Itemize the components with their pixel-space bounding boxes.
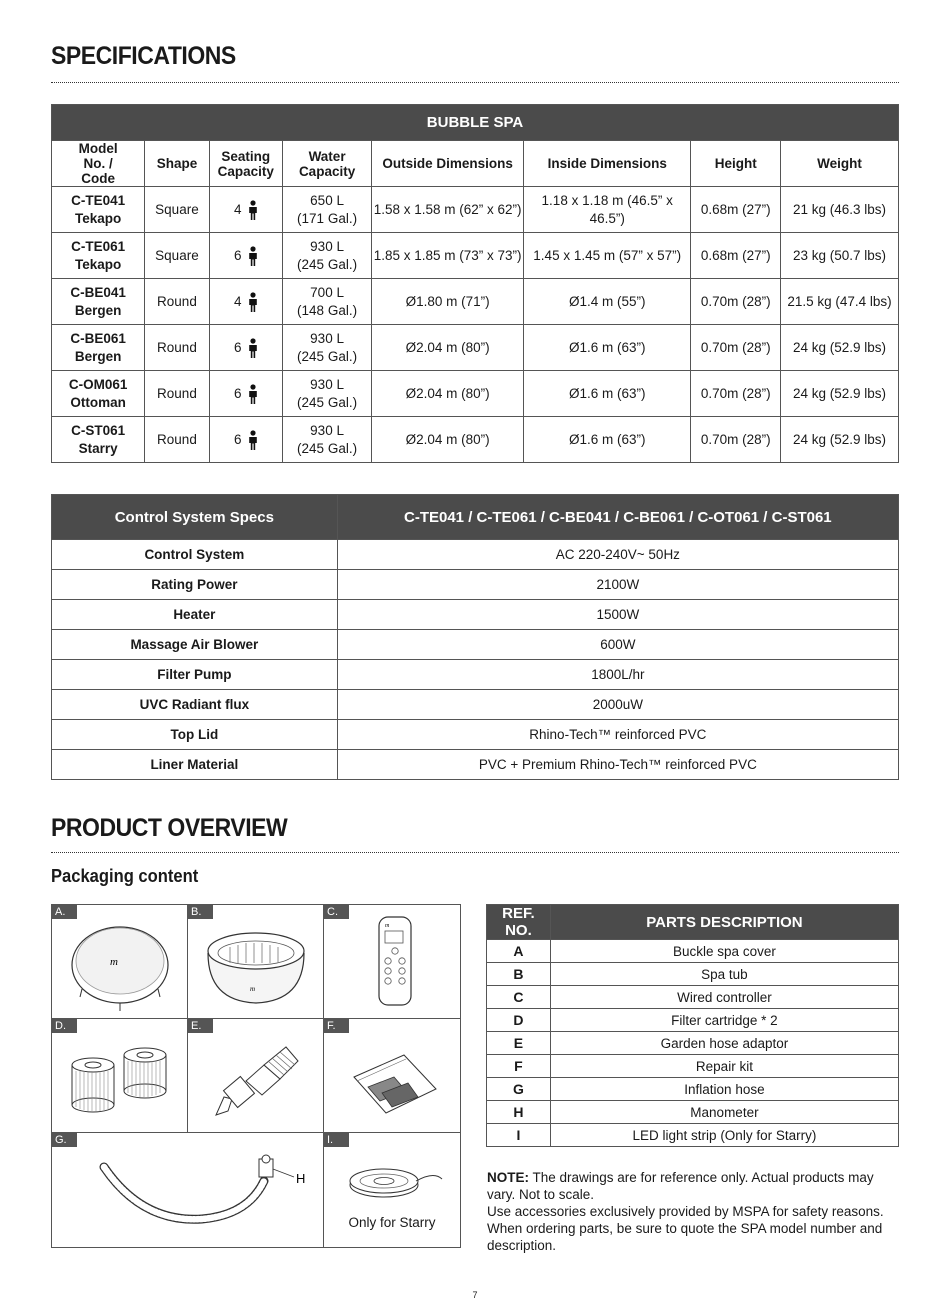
- ref-cell: I: [487, 1124, 551, 1147]
- outside-dimensions-cell: 1.85 x 1.85 m (73” x 73”): [372, 233, 524, 279]
- height-cell: 0.70m (28”): [691, 279, 781, 325]
- water-gallons: (171 Gal.): [297, 210, 358, 226]
- water-litres: 650 L: [310, 192, 344, 208]
- inside-dimensions-cell: Ø1.6 m (63”): [524, 371, 691, 417]
- model-name: Starry: [78, 440, 118, 456]
- ref-cell: E: [487, 1032, 551, 1055]
- description-cell: Filter cartridge * 2: [550, 1009, 898, 1032]
- outside-dimensions-cell: Ø1.80 m (71”): [372, 279, 524, 325]
- col-header-shape: Shape: [145, 141, 209, 187]
- water-cell: [282, 371, 371, 417]
- water-gallons: (245 Gal.): [297, 440, 358, 456]
- label-c: C.: [324, 905, 349, 919]
- control-label: Rating Power: [52, 570, 338, 600]
- model-cell: [52, 233, 145, 279]
- seating-cell: [209, 233, 282, 279]
- control-label: Heater: [52, 600, 338, 630]
- height-cell: 0.68m (27”): [691, 187, 781, 233]
- control-value: PVC + Premium Rhino-Tech™ reinforced PVC: [337, 750, 898, 780]
- control-value: 2000uW: [337, 690, 898, 720]
- cell-c: [324, 905, 460, 1019]
- note-line-1: The drawings are for reference only. Actual products may vary. Not to scale.: [487, 1170, 874, 1202]
- weight-cell: 24 kg (52.9 lbs): [781, 417, 899, 463]
- height-cell: 0.70m (28”): [691, 417, 781, 463]
- control-row: [52, 750, 899, 780]
- control-header-left: Control System Specs: [52, 495, 338, 540]
- cell-f: [324, 1019, 460, 1133]
- spec-row: [52, 279, 899, 325]
- person-icon: [248, 384, 258, 404]
- shape-cell: Round: [145, 279, 209, 325]
- parts-description-header: PARTS DESCRIPTION: [550, 905, 898, 940]
- spec-row: [52, 325, 899, 371]
- spec-row: [52, 233, 899, 279]
- control-label: Massage Air Blower: [52, 630, 338, 660]
- spec-row: [52, 417, 899, 463]
- model-code: C-TE061: [71, 238, 126, 254]
- control-label: Top Lid: [52, 720, 338, 750]
- cell-i: [324, 1133, 460, 1247]
- control-label: Filter Pump: [52, 660, 338, 690]
- control-header-right: C-TE041 / C-TE061 / C-BE041 / C-BE061 / C-OT061 / C-ST061: [337, 495, 898, 540]
- control-label: Control System: [52, 540, 338, 570]
- control-value: 2100W: [337, 570, 898, 600]
- spec-row: [52, 187, 899, 233]
- model-cell: [52, 371, 145, 417]
- description-cell: Buckle spa cover: [550, 940, 898, 963]
- section-divider: [51, 82, 899, 83]
- section-divider: [51, 852, 899, 853]
- parts-row: [487, 1009, 899, 1032]
- ref-cell: F: [487, 1055, 551, 1078]
- seating-cell: [209, 417, 282, 463]
- control-row: [52, 630, 899, 660]
- seat-count: 6: [234, 385, 242, 401]
- model-code: C-OM061: [68, 376, 128, 392]
- water-litres: 930 L: [310, 376, 344, 392]
- description-cell: Garden hose adaptor: [550, 1032, 898, 1055]
- weight-cell: 24 kg (52.9 lbs): [781, 325, 899, 371]
- ref-cell: B: [487, 963, 551, 986]
- shape-cell: Square: [145, 233, 209, 279]
- parts-row: [487, 963, 899, 986]
- height-cell: 0.68m (27”): [691, 233, 781, 279]
- packaging-grid: [51, 904, 461, 1248]
- inside-dimensions-cell: 1.18 x 1.18 m (46.5” x 46.5”): [524, 187, 691, 233]
- description-cell: Spa tub: [550, 963, 898, 986]
- description-cell: Inflation hose: [550, 1078, 898, 1101]
- note-label: NOTE:: [487, 1170, 529, 1185]
- seating-cell: [209, 325, 282, 371]
- water-litres: 930 L: [310, 422, 344, 438]
- label-g: G.: [52, 1133, 77, 1147]
- label-e: E.: [188, 1019, 213, 1033]
- control-value: Rhino-Tech™ reinforced PVC: [337, 720, 898, 750]
- product-overview-heading: PRODUCT OVERVIEW: [51, 814, 288, 842]
- col-header-seating: Seating Capacity: [209, 141, 282, 187]
- ref-cell: A: [487, 940, 551, 963]
- svg-text:m: m: [385, 923, 390, 929]
- label-f: F.: [324, 1019, 349, 1033]
- model-code: C-BE041: [70, 284, 126, 300]
- parts-row: [487, 1032, 899, 1055]
- ref-cell: H: [487, 1101, 551, 1124]
- person-icon: [248, 200, 258, 220]
- page-number: 7: [472, 1290, 478, 1300]
- ref-cell: G: [487, 1078, 551, 1101]
- seating-cell: [209, 371, 282, 417]
- water-cell: [282, 279, 371, 325]
- outside-dimensions-cell: Ø2.04 m (80”): [372, 371, 524, 417]
- parts-row: [487, 986, 899, 1009]
- water-gallons: (148 Gal.): [297, 302, 358, 318]
- bubble-spa-spec-table: [51, 104, 899, 463]
- svg-text:m: m: [110, 956, 118, 968]
- ref-cell: C: [487, 986, 551, 1009]
- seat-count: 6: [234, 431, 242, 447]
- note-line-3: When ordering parts, be sure to quote the SPA model number and description.: [487, 1221, 883, 1253]
- spec-table-band: BUBBLE SPA: [52, 105, 899, 141]
- spa-tub-icon: [188, 905, 324, 1019]
- seat-count: 6: [234, 339, 242, 355]
- water-gallons: (245 Gal.): [297, 394, 358, 410]
- seat-count: 6: [234, 247, 242, 263]
- model-name: Bergen: [74, 302, 122, 318]
- control-row: [52, 690, 899, 720]
- outside-dimensions-cell: Ø2.04 m (80”): [372, 417, 524, 463]
- description-cell: Repair kit: [550, 1055, 898, 1078]
- seat-count: 4: [234, 201, 242, 217]
- parts-description-table: [486, 904, 899, 1147]
- cell-d: [52, 1019, 188, 1133]
- water-cell: [282, 233, 371, 279]
- inside-dimensions-cell: 1.45 x 1.45 m (57” x 57”): [524, 233, 691, 279]
- svg-text:m: m: [250, 985, 256, 993]
- specifications-heading: SPECIFICATIONS: [51, 42, 236, 70]
- col-header-water: Water Capacity: [282, 141, 371, 187]
- inside-dimensions-cell: Ø1.6 m (63”): [524, 325, 691, 371]
- model-name: Tekapo: [74, 256, 122, 272]
- description-cell: LED light strip (Only for Starry): [550, 1124, 898, 1147]
- parts-row: [487, 1101, 899, 1124]
- col-header-height: Height: [691, 141, 781, 187]
- seat-count: 4: [234, 293, 242, 309]
- manometer-callout: H: [296, 1171, 306, 1186]
- description-cell: Wired controller: [550, 986, 898, 1009]
- note-text: [487, 1169, 899, 1254]
- weight-cell: 21 kg (46.3 lbs): [781, 187, 899, 233]
- control-row: [52, 720, 899, 750]
- control-value: 1500W: [337, 600, 898, 630]
- water-gallons: (245 Gal.): [297, 348, 358, 364]
- spec-row: [52, 371, 899, 417]
- water-cell: [282, 325, 371, 371]
- ref-cell: D: [487, 1009, 551, 1032]
- repair-kit-icon: [324, 1019, 460, 1133]
- cell-b: [188, 905, 324, 1019]
- water-litres: 930 L: [310, 238, 344, 254]
- cell-a: [52, 905, 188, 1019]
- packaging-content-heading: Packaging content: [51, 866, 199, 886]
- person-icon: [248, 338, 258, 358]
- control-row: [52, 660, 899, 690]
- inside-dimensions-cell: Ø1.4 m (55”): [524, 279, 691, 325]
- col-header-inside: Inside Dimensions: [524, 141, 691, 187]
- model-name: Tekapo: [74, 210, 122, 226]
- water-litres: 930 L: [310, 330, 344, 346]
- control-value: 600W: [337, 630, 898, 660]
- parts-row: [487, 1055, 899, 1078]
- parts-row: [487, 1078, 899, 1101]
- starry-caption: Only for Starry: [348, 1215, 436, 1230]
- model-cell: [52, 279, 145, 325]
- model-code: C-TE041: [71, 192, 126, 208]
- parts-row: [487, 940, 899, 963]
- control-system-table: [51, 494, 899, 780]
- control-row: [52, 570, 899, 600]
- shape-cell: Round: [145, 417, 209, 463]
- height-cell: 0.70m (28”): [691, 325, 781, 371]
- garden-hose-adaptor-icon: [188, 1019, 324, 1133]
- weight-cell: 23 kg (50.7 lbs): [781, 233, 899, 279]
- seating-cell: [209, 279, 282, 325]
- model-cell: [52, 187, 145, 233]
- col-header-outside: Outside Dimensions: [372, 141, 524, 187]
- label-d: D.: [52, 1019, 77, 1033]
- model-name: Ottoman: [70, 394, 126, 410]
- water-gallons: (245 Gal.): [297, 256, 358, 272]
- cell-g: [52, 1133, 324, 1247]
- water-litres: 700 L: [310, 284, 344, 300]
- model-code: C-ST061: [71, 422, 126, 438]
- control-label: Liner Material: [52, 750, 338, 780]
- control-value: 1800L/hr: [337, 660, 898, 690]
- control-label: UVC Radiant flux: [52, 690, 338, 720]
- inflation-hose-icon: [52, 1133, 324, 1247]
- water-cell: [282, 417, 371, 463]
- filter-cartridge-icon: [52, 1019, 188, 1133]
- outside-dimensions-cell: 1.58 x 1.58 m (62” x 62”): [372, 187, 524, 233]
- person-icon: [248, 430, 258, 450]
- height-cell: 0.70m (28”): [691, 371, 781, 417]
- control-row: [52, 540, 899, 570]
- spa-cover-icon: [52, 905, 188, 1019]
- weight-cell: 24 kg (52.9 lbs): [781, 371, 899, 417]
- model-cell: [52, 417, 145, 463]
- col-header-weight: Weight: [781, 141, 899, 187]
- cell-e: [188, 1019, 324, 1133]
- weight-cell: 21.5 kg (47.4 lbs): [781, 279, 899, 325]
- note-line-2: Use accessories exclusively provided by MSPA for safety reasons.: [487, 1204, 884, 1219]
- shape-cell: Round: [145, 325, 209, 371]
- person-icon: [248, 292, 258, 312]
- shape-cell: Square: [145, 187, 209, 233]
- shape-cell: Round: [145, 371, 209, 417]
- description-cell: Manometer: [550, 1101, 898, 1124]
- col-header-model: Model No. / Code: [52, 141, 145, 187]
- control-value: AC 220-240V~ 50Hz: [337, 540, 898, 570]
- parts-row: [487, 1124, 899, 1147]
- label-i: I.: [324, 1133, 349, 1147]
- wired-controller-icon: [324, 905, 460, 1019]
- water-cell: [282, 187, 371, 233]
- ref-no-header: REF. NO.: [487, 905, 551, 940]
- model-cell: [52, 325, 145, 371]
- control-row: [52, 600, 899, 630]
- inside-dimensions-cell: Ø1.6 m (63”): [524, 417, 691, 463]
- model-name: Bergen: [74, 348, 122, 364]
- person-icon: [248, 246, 258, 266]
- label-b: B.: [188, 905, 213, 919]
- outside-dimensions-cell: Ø2.04 m (80”): [372, 325, 524, 371]
- model-code: C-BE061: [70, 330, 126, 346]
- seating-cell: [209, 187, 282, 233]
- label-a: A.: [52, 905, 77, 919]
